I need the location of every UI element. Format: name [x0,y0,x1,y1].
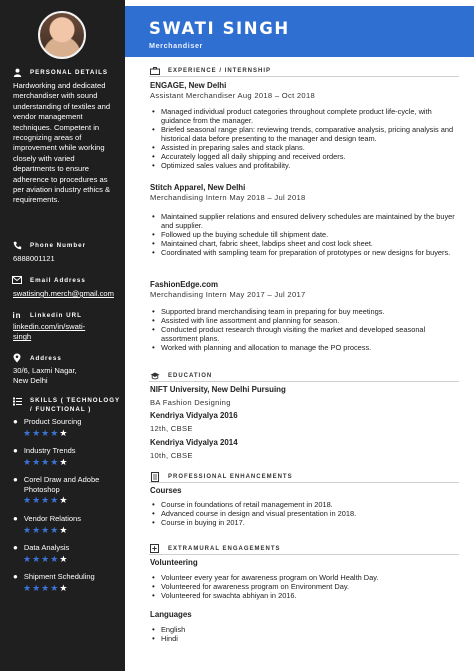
linkedin-icon: in [12,310,22,320]
professional-divider [149,482,459,483]
skills-title-line2: / FUNCTIONAL ) [30,406,92,413]
graduation-cap-icon [149,371,160,380]
star-icon: ★ [41,582,50,593]
list-item: • Managed individual product categories throughout complete product life-cycle, with guidance from the manager. [150,107,460,125]
phone-heading [12,240,86,250]
skills-icon [12,396,22,406]
list-item: • Briefed seasonal range plan: reviewing trends, comparative analysis, pricing analysis and historical data before presenting to the manager and design team. [150,125,460,143]
skills-heading [12,396,120,414]
job-3-org: FashionEdge.com [150,280,218,289]
email-title: Email Address [30,276,86,284]
list-item: • Accurately logged all daily shipping and received orders. [150,152,460,161]
skill-name-row [13,514,121,524]
candidate-role: Merchandiser [149,41,203,50]
star-icon: ★ [59,427,68,438]
skill-item [13,446,121,467]
star-icon: ★ [32,553,41,564]
volunteering-block [150,558,460,600]
skill-item [13,572,121,593]
languages-heading: Languages [150,610,192,619]
main-content [125,57,474,671]
skill-item [13,475,121,505]
star-icon: ★ [23,582,32,593]
avatar [38,11,86,59]
list-item: • Conducted product research through visiting the market and developed seasonal assortment plans. [150,325,460,343]
list-item: • Hindi [150,634,460,643]
briefcase-icon [149,66,160,75]
extramural-heading [149,544,281,553]
list-item: • Volunteered for awareness program on Environment Day. [150,582,460,591]
bullet-icon: ● [13,514,18,523]
skill-name: Product Sourcing [23,417,82,426]
bullet-icon: ● [13,446,18,455]
list-item: • Course in foundations of retail management in 2018. [150,500,460,509]
education-2-org: Kendriya Vidyalya 2016 [150,411,238,420]
bullet-icon: ● [13,417,18,426]
skill-name: Corel Draw and Adobe Photoshop [23,475,100,494]
skill-rating [23,428,121,438]
job-2 [150,183,460,257]
skills-title-line1: SKILLS ( TECHNOLOGY [30,397,121,404]
job-3-bullets [150,307,460,352]
email-link[interactable]: swatisingh.merch@gmail.com [13,289,114,298]
education-1 [150,385,460,409]
address-heading [12,353,62,363]
list-item: • Maintained chart, fabric sheet, labdips sheet and cost lock sheet. [150,239,460,248]
education-divider [149,381,459,382]
skill-item [13,543,121,564]
job-2-bullets [150,212,460,257]
star-icon: ★ [23,553,32,564]
job-1-title: Assistant Merchandiser Aug 2018 – Oct 2018 [150,91,315,100]
experience-divider [149,76,459,77]
extramural-divider [149,554,459,555]
education-3 [150,438,460,462]
job-3-title: Merchandising Intern May 2017 – Jul 2017 [150,290,306,299]
skill-rating [23,554,121,564]
phone-icon [12,240,22,250]
address-line1: 30/6, Laxmi Nagar, [13,366,77,375]
list-item: • Supported brand merchandising team in preparing for buy meetings. [150,307,460,316]
experience-heading [149,66,271,75]
list-item: • Volunteered for swachta abhiyan in 2016. [150,591,460,600]
star-icon: ★ [23,456,32,467]
volunteering-list [150,573,460,600]
skill-rating [23,457,121,467]
skill-name: Industry Trends [23,446,76,455]
job-2-title: Merchandising Intern May 2018 – Jul 2018 [150,193,306,202]
phone-title: Phone Number [30,241,87,249]
courses-block [150,486,460,527]
languages-list [150,625,460,643]
courses-list [150,500,460,527]
skill-name-row [13,446,121,456]
list-item: • Followed up the buying schedule till shipment date. [150,230,460,239]
skill-rating [23,525,121,535]
plus-box-icon [149,544,160,553]
star-icon: ★ [59,456,68,467]
linkedin-heading [12,310,82,320]
skill-name: Data Analysis [23,543,70,552]
star-icon: ★ [41,427,50,438]
volunteering-heading: Volunteering [150,558,198,567]
address-text [13,366,113,387]
resume-header [125,6,474,57]
personal-details-heading [12,67,108,77]
education-1-degree: BA Fashion Designing [150,398,231,407]
bullet-icon: ● [13,475,18,484]
star-icon: ★ [23,495,32,505]
candidate-name: SWATI SINGH [149,19,290,38]
skill-name-row [13,543,121,553]
professional-heading [149,472,293,481]
skill-name-row [13,417,121,427]
linkedin-line2[interactable]: singh [13,332,32,342]
list-item: • Coordinated with sampling team for preparation of prototypes or new designs for buyers. [150,248,460,257]
linkedin-line1[interactable]: linkedin.com/in/swati- [13,322,86,331]
star-icon: ★ [32,495,41,505]
star-icon: ★ [59,582,68,593]
star-icon: ★ [50,456,59,467]
courses-heading: Courses [150,486,182,495]
phone-value[interactable]: 6888001121 [13,254,55,263]
email-icon [12,275,22,285]
star-icon: ★ [32,582,41,593]
star-icon: ★ [41,495,50,505]
education-1-org: NIFT University, New Delhi Pursuing [150,385,286,394]
skill-rating [23,495,121,505]
address-title: Address [30,354,62,362]
star-icon: ★ [32,427,41,438]
star-icon: ★ [32,456,41,467]
document-icon [149,472,160,481]
star-icon: ★ [50,495,59,505]
list-item: • Maintained supplier relations and ensured delivery schedules are maintained by the buyer and supplier. [150,212,460,230]
languages-block [150,610,460,643]
list-item: • Volunteer every year for awareness program on World Health Day. [150,573,460,582]
skill-rating [23,583,121,593]
job-1-org: ENGAGE, New Delhi [150,81,227,90]
experience-title: EXPERIENCE / INTERNSHIP [168,67,272,74]
user-icon [12,67,22,77]
list-item: • Worked with planning and allocation to manage the PO process. [150,343,460,352]
star-icon: ★ [59,524,68,535]
skill-item [13,417,121,438]
bullet-icon: ● [13,543,18,552]
star-icon: ★ [50,553,59,564]
education-3-degree: 10th, CBSE [150,451,193,460]
skill-item [13,514,121,535]
star-icon: ★ [41,553,50,564]
skill-name: Vendor Relations [23,514,81,523]
star-icon: ★ [41,524,50,535]
education-2 [150,411,460,435]
linkedin-link[interactable] [13,322,113,343]
job-3 [150,280,460,352]
bullet-icon: ● [13,572,18,581]
star-icon: ★ [23,427,32,438]
skills-title [30,396,120,414]
extramural-title: EXTRAMURAL ENGAGEMENTS [168,545,281,552]
sidebar [0,0,125,671]
skill-name-row [13,572,121,582]
personal-details-title: PERSONAL DETAILS [30,68,108,76]
education-heading [149,371,212,380]
linkedin-title: Linkedin URL [30,311,82,319]
list-item: • Advanced course in design and visual presentation in 2018. [150,509,460,518]
summary-text: Hardworking and dedicated merchandiser with sound understanding of textiles and vendor management techniques. Competent in recognizing areas of improvement while working closely with varied departments to ensure adherence to procedures as per aviation industry ethics & requirements. [13,81,111,205]
job-1-bullets [150,107,460,170]
star-icon: ★ [32,524,41,535]
education-3-org: Kendriya Vidyalya 2014 [150,438,238,447]
location-icon [12,353,22,363]
job-2-org: Stitch Apparel, New Delhi [150,183,246,192]
skill-name-row [13,475,121,494]
list-item: • English [150,625,460,634]
star-icon: ★ [50,524,59,535]
list-item: • Course in buying in 2017. [150,518,460,527]
list-item: • Assisted with line assortment and planning for season. [150,316,460,325]
address-line2: New Delhi [13,376,48,386]
star-icon: ★ [50,427,59,438]
education-2-degree: 12th, CBSE [150,424,193,433]
list-item: • Optimized sales values and profitability. [150,161,460,170]
star-icon: ★ [41,456,50,467]
professional-title: PROFESSIONAL ENHANCEMENTS [168,473,293,480]
list-item: • Assisted in preparing sales and stack plans. [150,143,460,152]
star-icon: ★ [50,582,59,593]
email-heading [12,275,86,285]
star-icon: ★ [23,524,32,535]
education-title: EDUCATION [168,372,213,379]
job-1 [150,81,460,170]
star-icon: ★ [59,553,68,564]
star-icon: ★ [59,495,68,505]
skill-name: Shipment Scheduling [23,572,95,581]
